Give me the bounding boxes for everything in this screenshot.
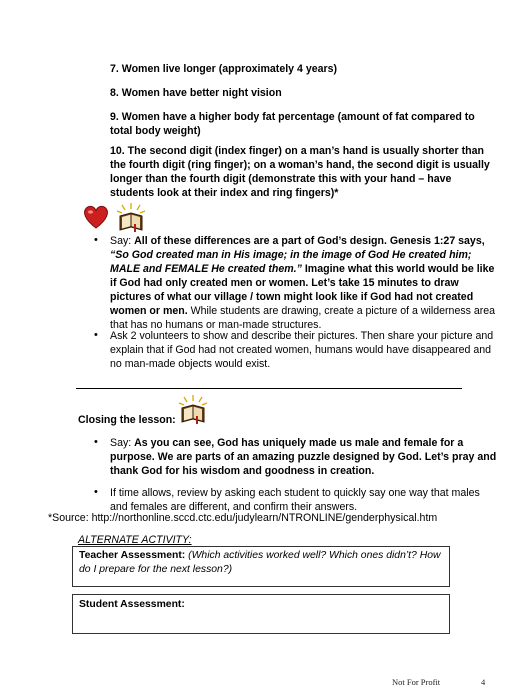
bullet-marker: • [94, 234, 98, 246]
bible-book-icon [114, 202, 148, 234]
fact-10: 10. The second digit (index finger) on a man’s hand is usually shorter than the fourth digit (ring finger); on a woman’s hand, the second digit is usually longer than the fourth digit (demonstrate this with your hand – have students look at their index and ring fingers)* [110, 145, 490, 199]
bullet-marker: • [94, 436, 98, 448]
teacher-assessment-label: Teacher Assessment: [79, 550, 186, 561]
volunteers-paragraph: Ask 2 volunteers to show and describe their pictures. Then share your picture and explain that if God had not created women, humans would have disappeared and no man-made objects would exist. [110, 330, 494, 370]
source-citation: *Source: http://northonline.sccd.ctc.edu/judylearn/NTRONLINE/genderphysical.htm [48, 512, 438, 524]
bullet-marker: • [94, 329, 98, 341]
footer-text: Not For Profit [392, 677, 441, 687]
teacher-assessment-prompt: (Which activities worked well? Which ones didn’t? How do I prepare for the next lesson?) [79, 550, 441, 575]
bible-book-icon [176, 394, 210, 426]
bullet-marker: • [94, 486, 98, 498]
fact-8: 8. Women have better night vision [110, 87, 282, 99]
teacher-assessment-box[interactable] [72, 546, 450, 587]
alternate-activity-label: ALTERNATE ACTIVITY: [78, 534, 192, 546]
fact-7: 7. Women live longer (approximately 4 years) [110, 63, 338, 75]
closing-review-paragraph: If time allows, review by asking each student to quickly say one way that males and females are different, and confirm their answers. [110, 487, 480, 513]
section-divider [76, 388, 462, 389]
page-number: 4 [481, 677, 486, 687]
heart-icon [82, 204, 110, 230]
closing-heading: Closing the lesson: [78, 414, 176, 426]
fact-9: 9. Women have a higher body fat percentage (amount of fat compared to total body weight) [110, 111, 475, 137]
student-assessment-label: Student Assessment: [79, 599, 185, 610]
closing-say-paragraph: Say: As you can see, God has uniquely made us male and female for a purpose. We are parts of an amazing puzzle designed by God. Let’s pray and thank God for his wisdom and goodness in creation. [110, 437, 497, 477]
say-genesis-paragraph: Say: All of these differences are a part of God’s design. Genesis 1:27 says, “So God created man in His image; in the image of God He created him; MALE and FEMALE He created them.” Imagine what this world would be like if God had only created men or women. Let’s take 15 minutes to draw pictures of what our village / town might look like if God had not created women or men. While students are drawing, create a picture of a wilderness area that has no humans or man-made structures. [110, 235, 496, 331]
student-assessment-box[interactable] [72, 594, 450, 634]
